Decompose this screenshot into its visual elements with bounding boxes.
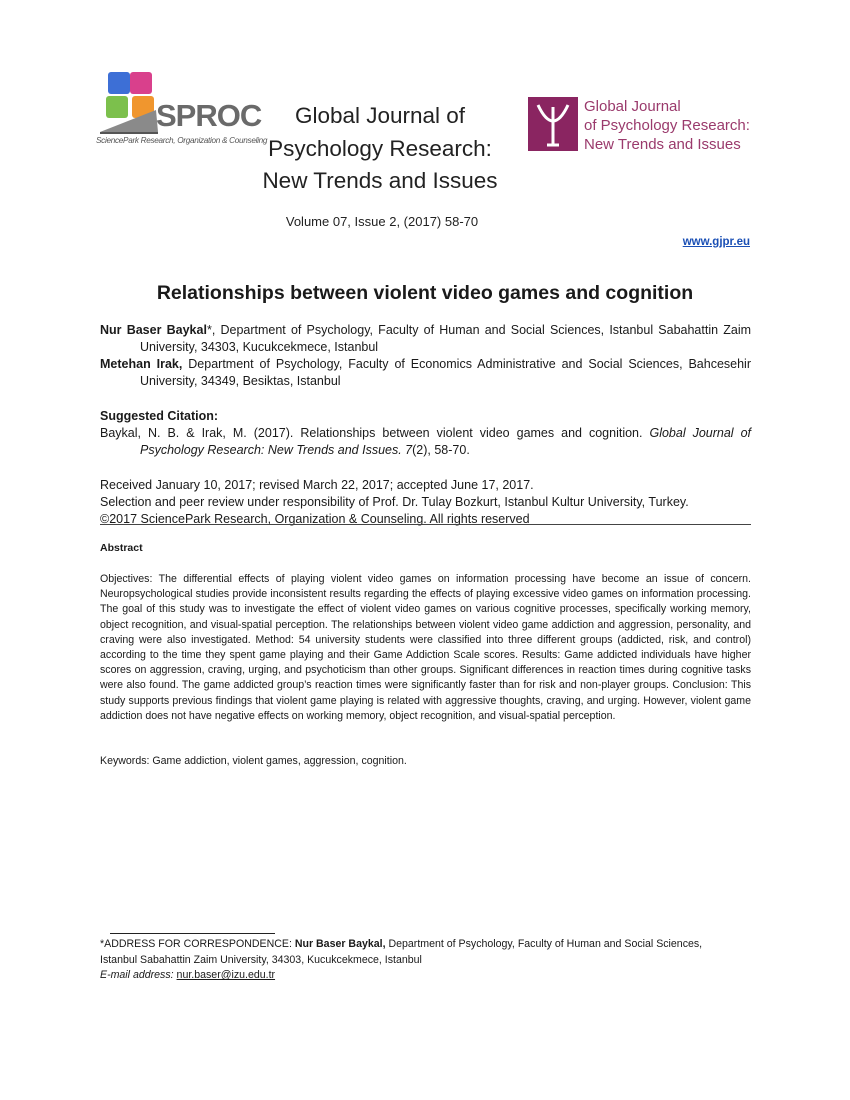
footnote-line xyxy=(100,968,751,984)
citation-text: Baykal, N. B. & Irak, M. (2017). Relationships between violent video games and cognition. xyxy=(100,426,650,440)
footnote-line: Istanbul Sabahattin Zaim University, 34303, Kucukcekmece, Istanbul xyxy=(100,953,422,966)
author-affiliation-cont: University, 34303, Kucukcekmece, Istanbul xyxy=(140,340,379,354)
gjpr-logo-text xyxy=(584,97,750,154)
journal-title xyxy=(255,100,505,198)
paper-title: Relationships between violent video games and cognition xyxy=(156,282,694,304)
author-entry xyxy=(100,356,751,390)
suggested-citation xyxy=(100,408,751,459)
email-link[interactable]: nur.baser@izu.edu.tr xyxy=(176,969,276,981)
author-affiliation: Department of Psychology, Faculty of Economics Administrative and Social Sciences, Bahcesehir xyxy=(182,357,752,371)
journal-title-line: New Trends and Issues xyxy=(262,168,498,193)
history-line: Selection and peer review under responsibility of Prof. Dr. Tulay Bozkurt, Istanbul Kultur University, Turkey. xyxy=(100,495,689,509)
logo-square-blue xyxy=(108,72,130,94)
footnote xyxy=(100,937,751,984)
journal-website-link[interactable]: www.gjpr.eu xyxy=(682,236,750,248)
citation-line xyxy=(100,442,751,459)
gjpr-logo-line: of Psychology Research: xyxy=(584,117,750,134)
sproc-logo xyxy=(96,70,268,152)
author-name: Metehan Irak, xyxy=(100,357,183,371)
gjpr-logo xyxy=(528,97,758,157)
citation-label: Suggested Citation: xyxy=(100,409,219,423)
citation-line xyxy=(100,425,751,442)
abstract-text: Objectives: The differential effects of playing violent video games on information processing have become an issue of concern. Neuropsychological studies provide inconsistent results regarding the effects of playing excessive video games on information processing. The goal of this study was to investigate the effect of violent video games on various cognitive processes, specifically working memory, object recognition, and visual-spatial perception. The relationships between violent video game addiction and aggression, personality, and craving were also investigated. Method: 54 university students were classified into three different groups (addicted, risk, and control) according to the time they spent game playing and their Game Addiction Scale scores. Results: Game addicted individuals have higher scores on aggression, craving, urging, and psychoticism than other groups. Significant differences in reaction times during cognitive tasks were also found. The game addicted group’s reaction times were significantly faster than for risk and non-player groups. Conclusion: This study supports previous findings that violent game playing is related with aggressive thoughts, craving, and urging. However, violent game addiction does not have negative effects on working memory, object recognition, and visual-spatial perception. xyxy=(100,573,751,722)
sproc-tagline: SciencePark Research, Organization & Counseling xyxy=(96,136,268,145)
keywords: Keywords: Game addiction, violent games, aggression, cognition. xyxy=(100,755,407,767)
author-affiliation-cont: University, 34349, Besiktas, Istanbul xyxy=(140,374,341,388)
logo-ramp-graphic xyxy=(100,108,160,134)
footnote-line xyxy=(100,937,751,953)
journal-title-line: Global Journal of xyxy=(294,103,466,128)
publication-history xyxy=(100,477,751,528)
volume-info: Volume 07, Issue 2, (2017) 58-70 xyxy=(285,214,479,229)
authors-block xyxy=(100,322,751,390)
footnote-name: Nur Baser Baykal, xyxy=(294,938,386,950)
gjpr-logo-line: Global Journal xyxy=(584,98,681,115)
author-entry xyxy=(100,322,751,356)
gjpr-logo-line: New Trends and Issues xyxy=(584,136,741,153)
footnote-divider xyxy=(110,933,275,934)
logo-square-pink xyxy=(130,72,152,94)
footnote-affiliation: Department of Psychology, Faculty of Human and Social Sciences, xyxy=(385,938,703,950)
author-affiliation: , Department of Psychology, Faculty of Human and Social Sciences, Istanbul Sabahattin Zaim xyxy=(211,323,752,337)
email-label: E-mail address: xyxy=(100,969,174,981)
citation-journal: Psychology Research: New Trends and Issues. 7 xyxy=(140,443,413,457)
citation-journal: Global Journal of xyxy=(649,426,751,440)
history-line: Received January 10, 2017; revised March 22, 2017; accepted June 17, 2017. xyxy=(100,478,534,492)
journal-title-line: Psychology Research: xyxy=(268,135,492,161)
divider xyxy=(100,524,751,525)
author-mark: * xyxy=(206,323,212,337)
psi-logo-icon xyxy=(528,97,578,151)
sproc-wordmark: SPROC xyxy=(156,98,262,133)
footnote-prefix: *ADDRESS FOR CORRESPONDENCE: xyxy=(100,938,295,950)
citation-text: (2), 58-70. xyxy=(412,443,470,457)
history-line: ©2017 SciencePark Research, Organization & Counseling. All rights reserved xyxy=(100,512,530,526)
author-name: Nur Baser Baykal xyxy=(100,323,207,337)
abstract-heading: Abstract xyxy=(100,542,143,554)
